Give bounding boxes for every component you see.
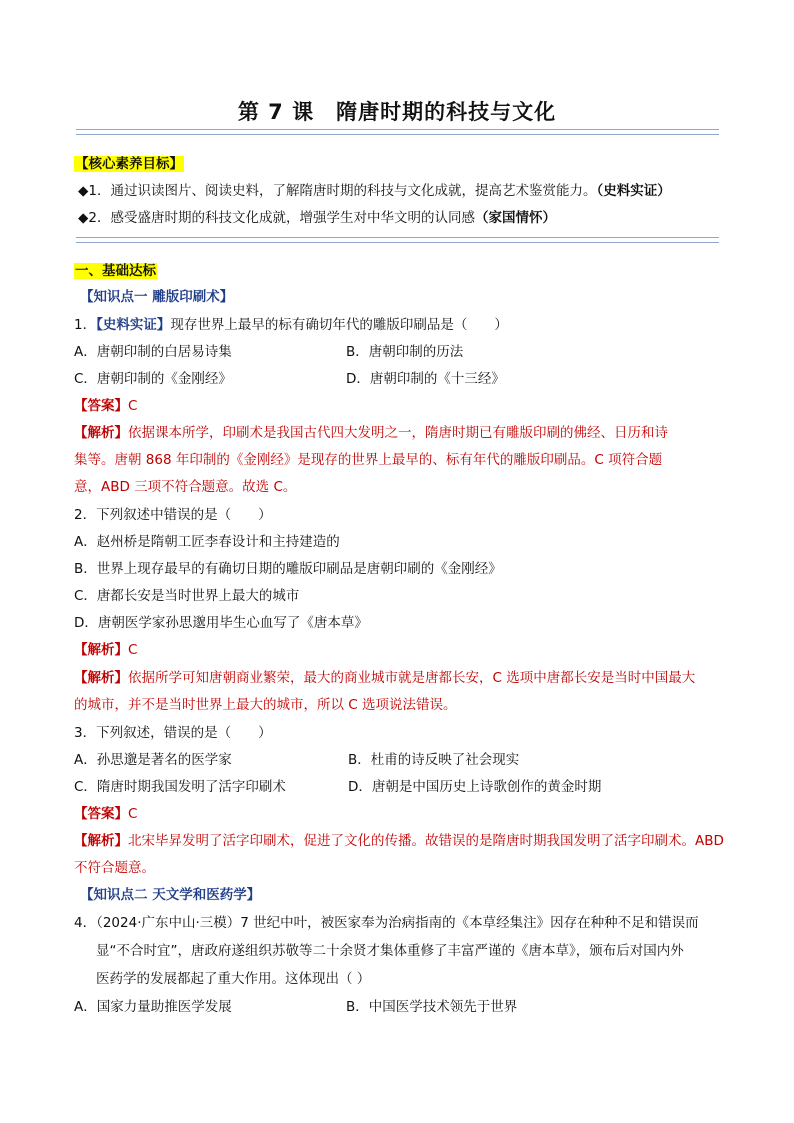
goals-divider (76, 237, 719, 243)
q3-option-d: D．唐朝是中国历史上诗歌创作的黄金时期 (348, 779, 602, 795)
section-heading: 一、基础达标 (75, 263, 156, 279)
q1-analysis-line-3: 意，ABD 三项不符合题意。故选 C。 (74, 479, 297, 495)
question-4-line-2: 显“不合时宜”，唐政府遂组织苏敬等二十余贤才集体重修了丰富严谨的《唐本草》，颁布后对国内外 (96, 943, 684, 959)
goals-heading: 【核心素养目标】 (75, 156, 183, 172)
q3-option-b: B．杜甫的诗反映了社会现实 (348, 752, 520, 768)
q3-answer: 【答案】C (74, 806, 138, 822)
q2-analysis-line-1: 【解析】依据所学可知唐朝商业繁荣，最大的商业城市就是唐都长安，C 选项中唐都长安是当时中国最大 (74, 670, 696, 686)
question-2: 2．下列叙述中错误的是（ ） (74, 507, 272, 523)
q1-analysis-line-2: 集等。唐朝 868 年印制的《金刚经》是现存的世界上最早的、标有年代的雕版印刷品。C 项符合题 (74, 452, 663, 468)
q4-option-a: A．国家力量助推医学发展 (74, 999, 232, 1015)
q3-analysis-line-2: 不符合题意。 (74, 860, 155, 876)
q1-analysis-line-1: 【解析】依据课本所学，印刷术是我国古代四大发明之一，隋唐时期已有雕版印刷的佛经、日历和诗 (74, 425, 668, 441)
question-3: 3．下列叙述，错误的是（ ） (74, 725, 272, 741)
q3-option-a: A．孙思邈是著名的医学家 (74, 752, 232, 768)
q1-answer: 【答案】C (74, 398, 138, 414)
knowledge-point-1: 【知识点一 雕版印刷术】 (80, 289, 234, 305)
question-4-line-3: 医药学的发展都起了重大作用。这体现出（ ） (96, 971, 371, 987)
q2-option-c: C．唐都长安是当时世界上最大的城市 (74, 588, 300, 604)
title-divider (76, 129, 719, 135)
q2-option-a: A．赵州桥是隋朝工匠李春设计和主持建造的 (74, 534, 340, 550)
q2-analysis-label: 【解析】C (74, 642, 138, 658)
q1-option-d: D．唐朝印制的《十三经》 (346, 371, 505, 387)
q3-option-c: C．隋唐时期我国发明了活字印刷术 (74, 779, 286, 795)
q1-option-c: C．唐朝印制的《金刚经》 (74, 371, 232, 387)
q2-analysis-line-2: 的城市，并不是当时世界上最大的城市，所以 C 选项说法错误。 (74, 697, 457, 713)
q2-option-d: D．唐朝医学家孙思邈用毕生心血写了《唐本草》 (74, 615, 368, 631)
q4-option-b: B．中国医学技术领先于世界 (346, 999, 518, 1015)
q2-option-b: B．世界上现存最早的有确切日期的雕版印刷品是唐朝印刷的《金刚经》 (74, 561, 502, 577)
knowledge-point-2: 【知识点二 天文学和医药学】 (80, 887, 261, 903)
q1-option-b: B．唐朝印制的历法 (346, 344, 464, 360)
goal-item-2: ◆2．感受盛唐时期的科技文化成就，增强学生对中华文明的认同感（家国情怀） (78, 210, 556, 226)
lesson-title: 第 7 课 隋唐时期的科技与文化 (237, 100, 557, 124)
question-1: 1．【史料实证】现存世界上最早的标有确切年代的雕版印刷品是（ ） (74, 317, 508, 333)
question-4-line-1: 4．（2024·广东中山·三模）7 世纪中叶，被医家奉为治病指南的《本草经集注》因存在种种不足和错误而 (74, 915, 699, 931)
goal-item-1: ◆1．通过识读图片、阅读史料，了解隋唐时期的科技与文化成就，提高艺术鉴赏能力。（史料实证） (78, 183, 671, 199)
q3-analysis-line-1: 【解析】北宋毕昇发明了活字印刷术，促进了文化的传播。故错误的是隋唐时期我国发明了活字印刷术。ABD (74, 833, 724, 849)
q1-option-a: A．唐朝印制的白居易诗集 (74, 344, 232, 360)
